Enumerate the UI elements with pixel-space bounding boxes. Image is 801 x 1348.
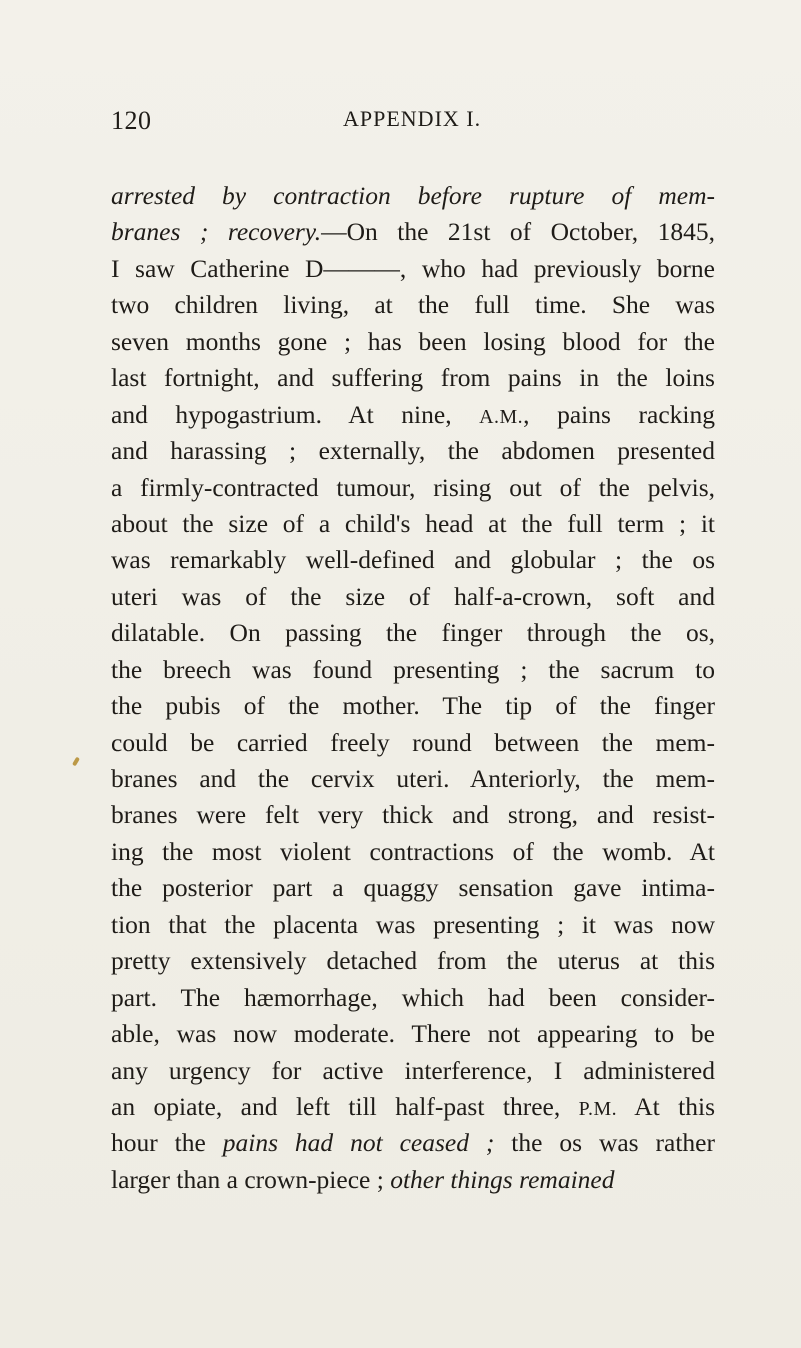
small-caps-text: A.M. — [479, 405, 524, 428]
text-line — [111, 1016, 715, 1052]
text-line — [111, 725, 715, 761]
text-segment: could be carried freely round between the mem- — [111, 727, 715, 757]
text-line — [111, 542, 715, 578]
text-segment: tion that the placenta was presenting ; it was now — [111, 909, 715, 939]
text-segment: last fortnight, and suffering from pains in the loins — [111, 363, 715, 393]
text-line — [111, 1125, 715, 1161]
text-segment: branes were felt very thick and strong, and resist- — [111, 800, 715, 830]
text-line — [111, 688, 715, 724]
text-line — [111, 324, 715, 360]
text-segment: seven months gone ; has been losing blood for the — [111, 326, 715, 356]
text-segment: any urgency for active interference, I administered — [111, 1055, 715, 1085]
text-segment: I saw Catherine D———, who had previously borne — [111, 253, 715, 283]
text-segment: was remarkably well-defined and globular ; the os — [111, 545, 715, 575]
text-line — [111, 251, 715, 287]
text-segment: dilatable. On passing the finger through the os, — [111, 618, 715, 648]
text-segment: an opiate, and left till half-past three, — [111, 1091, 579, 1121]
text-segment: branes and the cervix uteri. Anteriorly, the mem- — [111, 764, 715, 793]
text-line — [111, 506, 715, 542]
text-line — [111, 178, 715, 214]
text-line — [111, 652, 715, 688]
text-segment: pretty extensively detached from the uterus at this — [111, 946, 715, 976]
text-line — [111, 870, 715, 906]
italic-text: other things remained — [390, 1164, 615, 1194]
text-segment: the pubis of the mother. The tip of the finger — [111, 691, 715, 721]
text-line — [111, 214, 715, 250]
text-line — [111, 615, 715, 651]
page-number: 120 — [111, 106, 152, 135]
body-text — [111, 178, 715, 1198]
text-line — [111, 1053, 715, 1089]
text-segment: uteri was of the size of half-a-crown, soft and — [111, 581, 715, 611]
text-segment: —On the 21st of October, 1845, — [321, 217, 715, 247]
text-segment: able, was now moderate. There not appearing to be — [111, 1019, 715, 1049]
text-line — [111, 907, 715, 943]
running-head: APPENDIX I. — [343, 106, 482, 131]
text-segment: hour the — [111, 1128, 223, 1158]
italic-text: pains had not ceased ; — [222, 1128, 495, 1158]
text-segment: larger than a crown-piece ; — [111, 1164, 391, 1194]
italic-text: branes ; recovery. — [111, 217, 322, 247]
text-line — [111, 433, 715, 469]
text-segment: At this — [617, 1091, 716, 1121]
text-line — [111, 579, 715, 615]
text-line — [111, 834, 715, 870]
text-line — [111, 1089, 715, 1125]
text-line — [111, 470, 715, 506]
small-caps-text: P.M. — [578, 1097, 618, 1120]
margin-ink-mark — [72, 757, 80, 767]
text-line — [111, 943, 715, 979]
text-segment: two children living, at the full time. She was — [111, 290, 715, 320]
text-line — [111, 287, 715, 323]
text-line — [111, 761, 715, 797]
text-line — [111, 360, 715, 396]
text-segment: part. The hæmorrhage, which had been consider- — [111, 982, 715, 1012]
page-header — [111, 106, 751, 146]
italic-text: arrested by contraction before rupture of mem- — [111, 181, 715, 210]
text-segment: the os was rather — [494, 1128, 715, 1158]
text-segment: a firmly-contracted tumour, rising out of the pelvis, — [111, 472, 715, 502]
text-segment: the breech was found presenting ; the sacrum to — [111, 654, 715, 684]
text-segment: and harassing ; externally, the abdomen presented — [111, 436, 715, 466]
text-segment: , pains racking — [523, 399, 715, 429]
text-segment: about the size of a child's head at the full term ; it — [111, 508, 715, 538]
text-line — [111, 1162, 715, 1198]
text-line — [111, 980, 715, 1016]
text-line — [111, 797, 715, 833]
text-segment: and hypogastrium. At nine, — [111, 399, 480, 429]
text-segment: ing the most violent contractions of the womb. At — [111, 836, 715, 866]
text-segment: the posterior part a quaggy sensation gave intima- — [111, 873, 715, 903]
text-line — [111, 397, 715, 433]
